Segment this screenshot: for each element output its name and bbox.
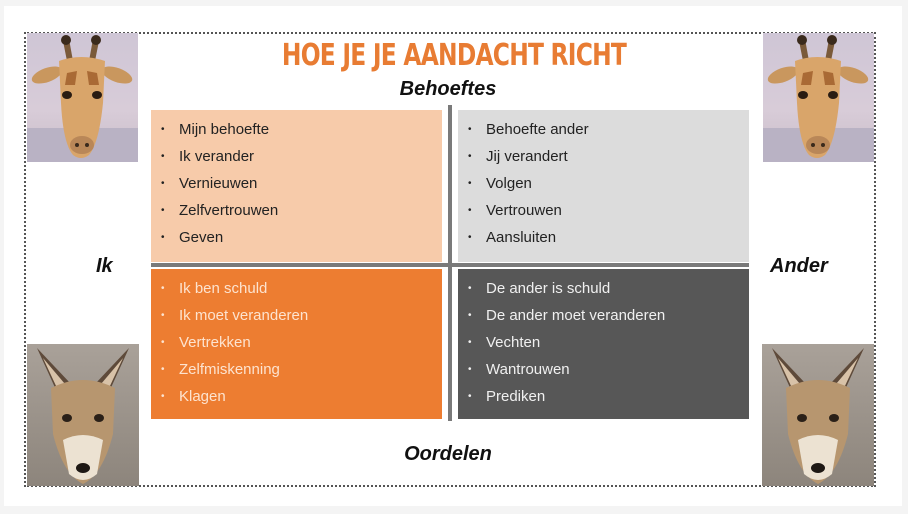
list-item: • Mijn behoefte [157,116,442,143]
list-item: • Aansluiten [464,224,749,251]
list-item: • Ik moet veranderen [157,302,442,329]
axis-label-left: Ik [96,255,113,277]
axis-label-top: Behoeftes [399,78,497,100]
list-item: • Behoefte ander [464,116,749,143]
page-title: HOE JE JE AANDACHT RICHT [281,38,627,73]
list-item: • Prediken [464,383,749,410]
quadrant-bottom-left [151,269,442,419]
jackal-photo [762,344,874,486]
quadrant-top-right [458,110,749,262]
list-item: • Klagen [157,383,442,410]
list-item: • Vechten [464,329,749,356]
list-item: • Ik ben schuld [157,275,442,302]
axis-label-bottom: Oordelen [404,443,492,465]
quadrant-bottom-right [458,269,749,419]
list-item: • Wantrouwen [464,356,749,383]
giraffe-photo [27,33,138,162]
list-item: • Jij verandert [464,143,749,170]
quadrant-top-left [151,110,442,262]
list-item: • Vertrekken [157,329,442,356]
quadrant-list [157,275,442,410]
jackal-image [27,344,139,486]
list-item: • Vernieuwen [157,170,442,197]
list-item: • De ander moet veranderen [464,302,749,329]
list-item: • Zelfmiskenning [157,356,442,383]
list-item: • Zelfvertrouwen [157,197,442,224]
quadrant-list [464,116,749,251]
quadrant-list [157,116,442,251]
jackal-photo [27,344,139,486]
giraffe-image [763,33,874,162]
list-item: • Volgen [464,170,749,197]
list-item: • Vertrouwen [464,197,749,224]
quadrant-list [464,275,749,410]
jackal-image [762,344,874,486]
axis-label-right: Ander [770,255,828,277]
list-item: • De ander is schuld [464,275,749,302]
list-item: • Geven [157,224,442,251]
horizontal-divider [151,263,749,267]
list-item: • Ik verander [157,143,442,170]
giraffe-image [27,33,138,162]
giraffe-photo [763,33,874,162]
